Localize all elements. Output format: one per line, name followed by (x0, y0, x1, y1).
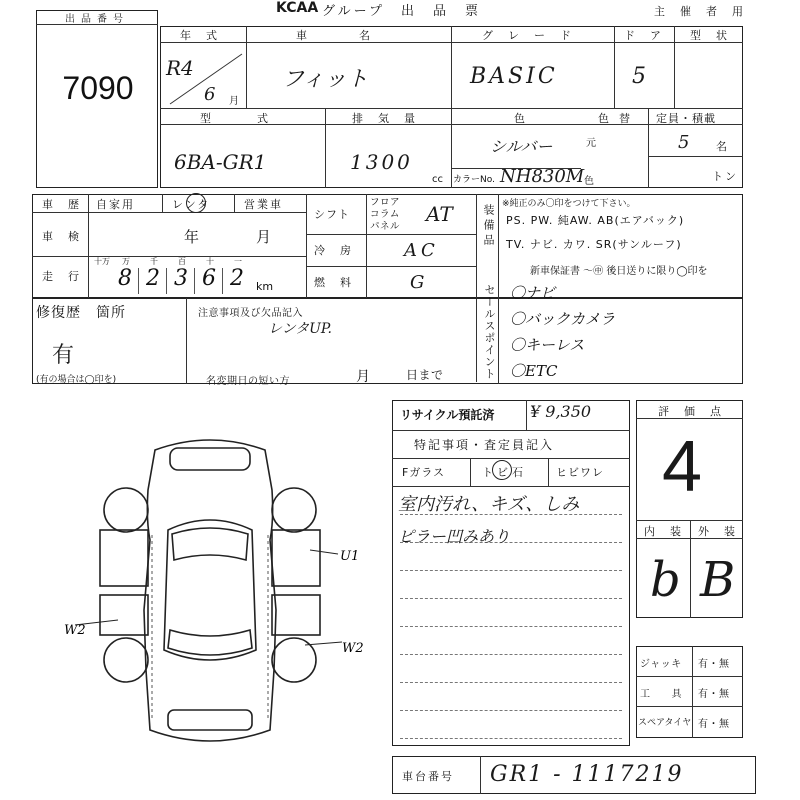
model-value: 6BA-GR1 (174, 150, 267, 174)
equipment-note: ※純正のみ〇印をつけて下さい。 (502, 199, 636, 209)
mileage-separator (222, 268, 223, 294)
fuel-label: 燃 料 (314, 276, 353, 289)
ruled-line (400, 626, 622, 627)
month-value: 6 (204, 84, 216, 105)
repair-label: 修復歴 箇所 (36, 305, 126, 321)
notes-value: レンタUP. (268, 321, 332, 337)
history-commercial: 営業車 (244, 198, 283, 211)
shift-label: シフト (314, 208, 350, 221)
inspection-year: 年 (184, 228, 202, 246)
notes-label: 注意事項及び欠品記入 (198, 308, 303, 319)
score-label: 評 価 点 (658, 405, 723, 418)
grade-label: グ レ ー ド (482, 29, 573, 42)
notes-expiry-label: 名変期日の短い方 (206, 376, 290, 387)
door-value: 5 (632, 64, 646, 89)
special-line2: ピラー凹みあり (398, 527, 511, 546)
name-label: 車 名 (296, 29, 380, 42)
month-unit: 月 (229, 96, 241, 107)
inspection-label: 車 検 (42, 230, 81, 243)
equipment-row1: PS. PW. 純AW. AB(エアバック) (506, 214, 685, 227)
type-label: 型 状 (690, 29, 729, 42)
mileage-km: km (256, 280, 274, 293)
lot-number: 7090 (62, 70, 134, 106)
history-label: 車 歴 (42, 198, 81, 211)
shift-value: AT (426, 202, 453, 226)
equipment-label: 装備品 (482, 204, 495, 249)
repair-hint: (有の場合は◯印を) (36, 375, 117, 385)
history-private: 自家用 (96, 198, 135, 211)
equipment-row2: TV. ナビ. カワ. SR(サンルーフ) (506, 238, 682, 251)
sales-point-item: 〇バックカメラ (510, 310, 616, 328)
mileage-label: 走 行 (42, 270, 81, 283)
year-label: 年 式 (180, 29, 219, 42)
organizer-label: 主 催 者 用 (654, 5, 745, 18)
mileage-unit: 一 (234, 257, 242, 266)
shift-floor: フロア (370, 197, 401, 208)
diagram-mark-left: W2 (64, 623, 86, 638)
equipment-warranty: 新車保証書 ～㊥ 後日送りに限り◯印を (530, 266, 708, 277)
shift-panel: パネル (370, 221, 401, 232)
special-line1: 室内汚れ、キズ、しみ (398, 494, 580, 515)
shift-column: コラム (370, 209, 400, 220)
mileage-digit: 2 (230, 266, 244, 291)
door-label: ド ア (624, 29, 663, 42)
capacity-unit: 名 (716, 140, 729, 153)
ruled-line (400, 654, 622, 655)
displacement-label: 排 気 量 (352, 112, 417, 125)
fuel-value: G (410, 272, 425, 293)
spare-label: スペアタイヤ (638, 718, 692, 728)
ruled-line (400, 598, 622, 599)
tools-label: 工 具 (640, 689, 682, 700)
chassis-value: GR1 - 1117219 (490, 762, 684, 787)
rental-circle (186, 193, 206, 213)
score-overall: 4 (662, 427, 703, 507)
color-change-label: 色替 (598, 112, 640, 125)
notes-expiry-month: 月 (356, 369, 372, 385)
special-glass: Fガラス (402, 466, 445, 479)
mileage-separator (166, 268, 167, 294)
mileage-unit: 万 (122, 257, 130, 266)
glass-pos-circle (492, 460, 512, 480)
mileage-digit: 3 (174, 266, 188, 291)
special-crack: ヒビワレ (556, 466, 604, 479)
interior-value: b (650, 552, 681, 608)
sales-point-item: 〇ナビ (510, 284, 556, 302)
group-logo: KCAA (276, 0, 319, 16)
chassis-label: 車台番号 (402, 770, 454, 783)
displacement-unit: cc (432, 174, 443, 185)
ruled-line (400, 682, 622, 683)
mileage-unit: 百 (178, 257, 186, 266)
ac-label: 冷 房 (314, 244, 353, 257)
recycle-amount: ¥ 9,350 (530, 402, 592, 421)
load-unit: トン (712, 170, 738, 183)
jack-label: ジャッキ (640, 659, 682, 670)
repair-value: 有 (52, 343, 75, 368)
history-rental: レンタ (172, 198, 211, 211)
spare-option: 有・無 (698, 719, 730, 730)
interior-label: 内 装 (644, 525, 683, 538)
ruled-line (400, 710, 622, 711)
diagram-mark-side: U1 (340, 549, 360, 564)
sales-point-item: 〇キーレス (510, 336, 585, 354)
form-title: グループ 出 品 票 (322, 4, 481, 19)
color-value: シルバー (490, 137, 553, 156)
ac-value: AC (404, 240, 439, 261)
name-value: フィット (282, 67, 369, 92)
diagram-mark-right: W2 (342, 641, 364, 656)
color-label: 色 (514, 112, 527, 125)
recycle-label: リサイクル預託済 (400, 408, 495, 422)
capacity-value: 5 (678, 132, 690, 153)
inspection-month: 月 (256, 228, 274, 246)
sales-points-label: セールスポイント (483, 284, 496, 380)
sales-points-list (506, 282, 736, 382)
special-label: 特記事項・査定員記入 (414, 438, 555, 452)
exterior-value: B (700, 552, 736, 608)
exterior-label: 外 装 (698, 525, 737, 538)
color-unit: 色 (584, 176, 596, 187)
capacity-label: 定員・積載 (656, 112, 716, 125)
mileage-unit: 十万 (94, 257, 110, 266)
jack-option: 有・無 (698, 659, 730, 670)
tools-option: 有・無 (698, 689, 730, 700)
ruled-line (400, 738, 622, 739)
grade-value: BASIC (470, 64, 558, 89)
mileage-unit: 千 (150, 257, 158, 266)
mileage-digit: 6 (202, 266, 216, 291)
year-slash (166, 50, 246, 108)
ruled-line (400, 570, 622, 571)
lot-label: 出品番号 (65, 14, 129, 25)
mileage-separator (194, 268, 195, 294)
notes-expiry-day: 日まで (406, 368, 444, 382)
mileage-digit: 8 (118, 266, 132, 291)
color-original: 元 (586, 138, 598, 149)
model-label: 型 式 (200, 112, 276, 125)
year-value: R4 (166, 56, 194, 80)
mileage-separator (138, 268, 139, 294)
car-diagram (60, 430, 364, 770)
mileage-digit: 2 (146, 266, 160, 291)
color-no-label: カラーNo. (453, 175, 495, 185)
sales-point-item: 〇ETC (510, 362, 558, 380)
displacement-value: 1300 (350, 150, 413, 174)
special-glass-pos: トビ石 (482, 466, 527, 479)
mileage-unit: 十 (206, 257, 214, 266)
color-no-value: NH830M (500, 166, 585, 187)
